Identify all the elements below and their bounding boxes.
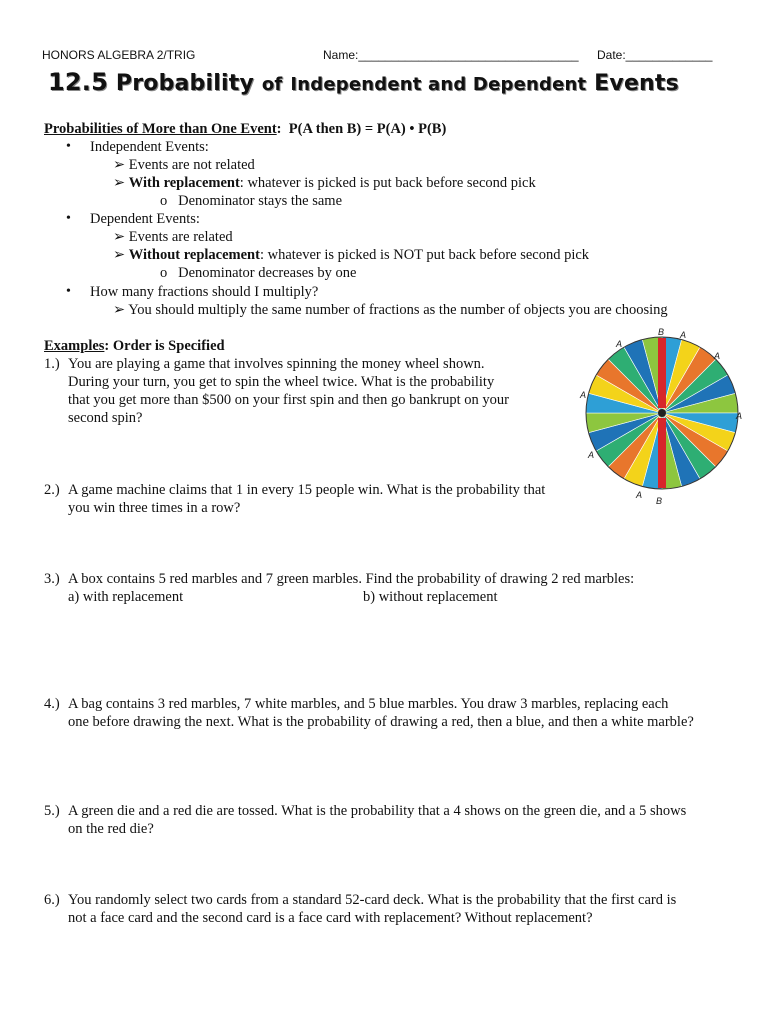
wheel-label-b-top: B bbox=[658, 327, 665, 337]
arrow-icon: ➢ bbox=[113, 229, 129, 245]
wheel-label-a: A bbox=[714, 351, 721, 361]
wheel-label-b-bottom: B bbox=[656, 496, 663, 504]
problem-number: 2.) bbox=[44, 482, 60, 498]
problem-6-line: You randomly select two cards from a standard 52-card deck. What is the probability that the first card is bbox=[68, 892, 677, 908]
intro-formula: P(A then B) = P(A) • P(B) bbox=[288, 121, 447, 137]
title-word-probability: Probability bbox=[115, 71, 254, 96]
wheel-hub bbox=[658, 409, 666, 417]
bankrupt-top-slice bbox=[658, 338, 666, 408]
circle-icon: o bbox=[160, 193, 179, 209]
problem-4-line: A bag contains 3 red marbles, 7 white marbles, and 5 blue marbles. You draw 3 marbles, replacing each bbox=[68, 696, 669, 712]
date-field[interactable]: Date:_____________ bbox=[597, 48, 713, 62]
arrow-item: ➢ You should multiply the same number of fractions as the number of objects you are choosing bbox=[113, 302, 668, 318]
examples-heading: Examples: Order is Specified bbox=[44, 338, 225, 354]
problem-number: 5.) bbox=[44, 803, 60, 819]
intro-heading-line: Probabilities of More than One Event: P(A then B) = P(A) • P(B) bbox=[44, 121, 447, 137]
problem-6-line: not a face card and the second card is a face card with replacement? Without replacement? bbox=[68, 910, 593, 926]
bankrupt-bottom-slice bbox=[658, 418, 666, 488]
title-number: 12.5 bbox=[48, 68, 109, 96]
problem-2-line: you win three times in a row? bbox=[68, 500, 241, 516]
bullet-dot: • bbox=[66, 284, 71, 299]
problem-2-line: A game machine claims that 1 in every 15 people win. What is the probability that bbox=[68, 482, 546, 498]
page-title bbox=[48, 68, 679, 96]
name-field[interactable]: Name:_________________________________ bbox=[323, 48, 579, 62]
problem-4-line: one before drawing the next. What is the probability of drawing a red, then a blue, and then a white marble? bbox=[68, 714, 694, 730]
problem-number: 6.) bbox=[44, 892, 60, 908]
arrow-item: ➢ Events are related bbox=[113, 229, 233, 245]
arrow-icon: ➢ bbox=[113, 302, 129, 318]
problem-number: 3.) bbox=[44, 571, 60, 587]
wheel-label-a: A bbox=[580, 390, 587, 400]
problem-1-line: that you get more than $500 on your first spin and then go bankrupt on your bbox=[68, 392, 509, 408]
problem-3-part-b: b) without replacement bbox=[363, 589, 498, 605]
problem-3-part-a: a) with replacement bbox=[68, 589, 184, 605]
bullet-independent: Independent Events: bbox=[90, 139, 209, 155]
bullet-dot: • bbox=[66, 139, 71, 154]
intro-heading: Probabilities of More than One Event bbox=[44, 121, 277, 137]
circle-item: o Denominator stays the same bbox=[160, 193, 343, 209]
arrow-item: ➢ With replacement: whatever is picked is put back before second pick bbox=[113, 175, 536, 191]
arrow-icon: ➢ bbox=[113, 157, 129, 173]
problem-5-line: A green die and a red die are tossed. What is the probability that a 4 shows on the green die, and a 5 shows bbox=[68, 803, 687, 819]
title-word-independent: Independent and Dependent bbox=[290, 74, 587, 95]
problem-1-line: You are playing a game that involves spinning the money wheel shown. bbox=[68, 356, 485, 372]
problem-3-line: A box contains 5 red marbles and 7 green marbles. Find the probability of drawing 2 red marbles: bbox=[68, 571, 635, 587]
problem-number: 4.) bbox=[44, 696, 60, 712]
arrow-item: ➢ Without replacement: whatever is picked is NOT put back before second pick bbox=[113, 247, 590, 263]
wheel-label-a: A bbox=[680, 330, 687, 340]
arrow-icon: ➢ bbox=[113, 247, 129, 263]
title-word-of: of bbox=[261, 74, 283, 95]
bullet-dot: • bbox=[66, 211, 71, 226]
arrow-item: ➢ Events are not related bbox=[113, 157, 255, 173]
problem-5-line: on the red die? bbox=[68, 821, 154, 837]
arrow-icon: ➢ bbox=[113, 175, 129, 191]
money-wheel-image bbox=[578, 326, 746, 504]
problem-1-line: second spin? bbox=[68, 410, 143, 426]
problem-1-line: During your turn, you get to spin the wheel twice. What is the probability bbox=[68, 374, 495, 390]
circle-icon: o bbox=[160, 265, 179, 281]
circle-item: o Denominator decreases by one bbox=[160, 265, 357, 281]
bullet-how-many: How many fractions should I multiply? bbox=[90, 284, 319, 300]
wheel-label-a: A bbox=[736, 411, 743, 421]
wheel-label-a: A bbox=[616, 339, 623, 349]
bullet-dependent: Dependent Events: bbox=[90, 211, 200, 227]
problem-number: 1.) bbox=[44, 356, 60, 372]
wheel-label-a: A bbox=[636, 490, 643, 500]
course-label: HONORS ALGEBRA 2/TRIG bbox=[42, 48, 196, 62]
title-word-events: Events bbox=[594, 71, 679, 96]
wheel-label-a: A bbox=[588, 450, 595, 460]
